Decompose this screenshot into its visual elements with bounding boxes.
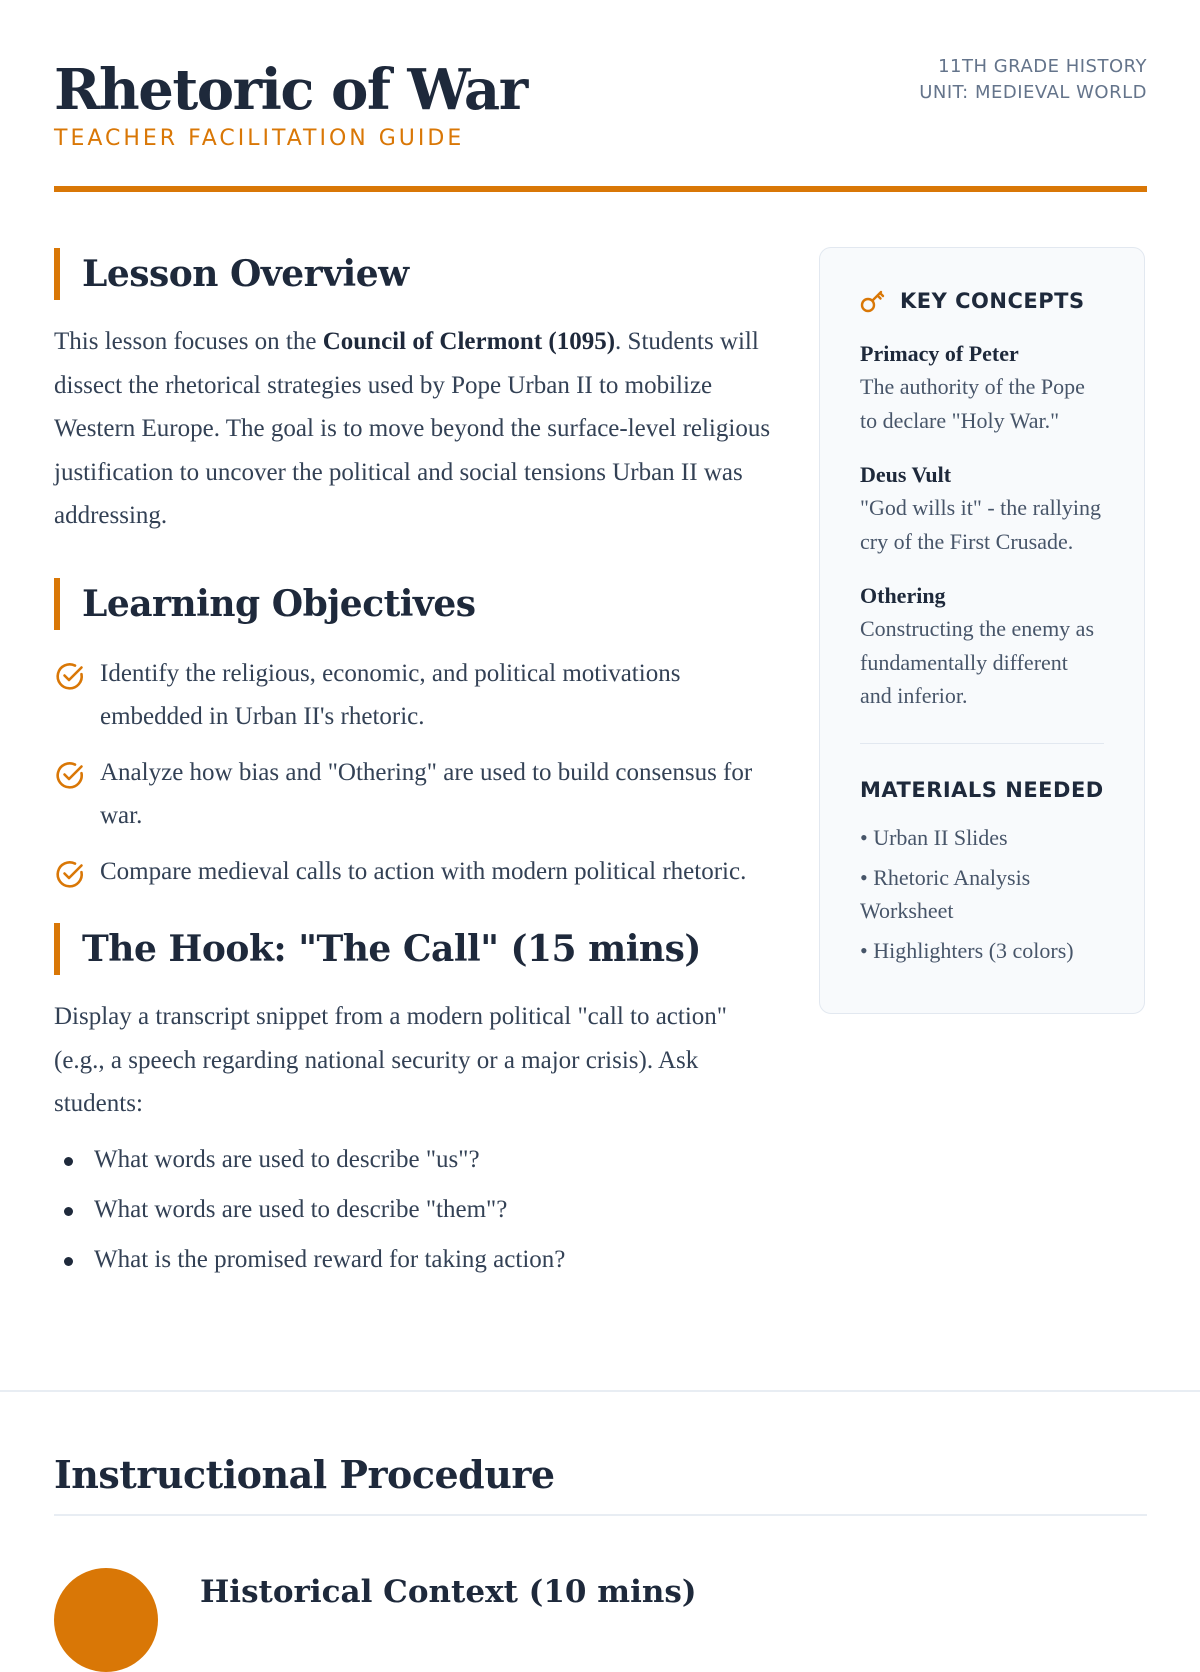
concept-term: Othering [860,583,946,608]
concept-definition: Constructing the enemy as fundamentally different and inferior. [860,616,1095,708]
overview-text-end: . Students will dissect the rhetorical strategies used by Pope Urban II to mobilize Western Europe. The goal is to move beyond the surface-level religious justification to uncover the political and social tensions Urban II was addressing. [54,328,771,529]
document-meta [919,54,1147,106]
check-circle-icon [54,660,86,692]
hook-question [54,1242,774,1278]
header-divider [54,186,1147,192]
objective-item [54,751,774,838]
hook-heading: The Hook: "The Call" (15 mins) [54,921,774,977]
section-divider [0,1390,1200,1392]
sidebar-divider [860,743,1104,745]
objectives-list [54,652,774,894]
document-header [54,52,1147,194]
instructional-procedure-heading: Instructional Procedure [54,1452,555,1497]
key-concepts-title: KEY CONCEPTS [900,289,1085,313]
objective-text: Compare medieval calls to action with modern political rhetoric. [100,857,747,885]
learning-objectives-section [54,576,774,894]
hook-question-text: What words are used to describe "us"? [94,1145,480,1173]
bullet-icon [64,1157,73,1166]
concept-item [860,580,1104,713]
concept-term: Deus Vult [860,462,952,487]
objective-item [54,652,774,739]
concept-item [860,338,1104,437]
hook-question-text: What is the promised reward for taking action? [94,1245,566,1273]
material-item: • Highlighters (3 colors) [860,937,1074,963]
objective-text: Analyze how bias and "Othering" are used to build consensus for war. [100,758,753,829]
concept-definition: "God wills it" - the rallying cry of the First Crusade. [860,495,1101,554]
hook-question [54,1192,774,1228]
hook-text: Display a transcript snippet from a modern political "call to action" (e.g., a speech regarding national security or a major crisis). Ask students: [54,1003,727,1117]
concept-item [860,459,1104,558]
document-subtitle: TEACHER FACILITATION GUIDE [54,126,465,151]
overview-text-start: This lesson focuses on the [54,328,323,355]
objective-item [54,850,774,894]
step-number-badge [54,1568,158,1672]
unit-label: UNIT: MEDIEVAL WORLD [919,82,1147,103]
overview-text-highlight: Council of Clermont (1095) [322,328,616,355]
hook-questions-list [54,1142,774,1278]
lesson-overview-text [54,320,774,538]
material-item: • Urban II Slides [860,825,1008,850]
materials-title: MATERIALS NEEDED [860,778,1104,802]
main-column [54,246,774,1292]
lesson-overview-heading: Lesson Overview [54,246,774,302]
key-concepts-header [860,288,1104,314]
key-icon [860,288,886,314]
check-circle-icon [54,858,86,890]
concept-term: Primacy of Peter [860,341,1019,366]
hook-question [54,1142,774,1178]
concept-definition: The authority of the Pope to declare "Holy War." [860,374,1085,433]
document-title: Rhetoric of War [54,57,527,123]
grade-label: 11TH GRADE HISTORY [938,56,1147,77]
hook-section [54,921,774,1278]
objective-text: Identify the religious, economic, and political motivations embedded in Urban II's rhetoric. [100,659,681,730]
lesson-overview-section [54,246,774,538]
bullet-icon [64,1207,73,1216]
hook-question-text: What words are used to describe "them"? [94,1195,508,1223]
material-item: • Rhetoric Analysis Worksheet [860,864,1031,923]
key-concepts-sidebar [819,247,1145,1014]
materials-list [860,821,1104,967]
learning-objectives-heading: Learning Objectives [54,576,774,632]
bullet-icon [64,1257,73,1266]
check-circle-icon [54,759,86,791]
step-title: Historical Context (10 mins) [200,1574,697,1610]
procedure-divider [54,1514,1147,1516]
